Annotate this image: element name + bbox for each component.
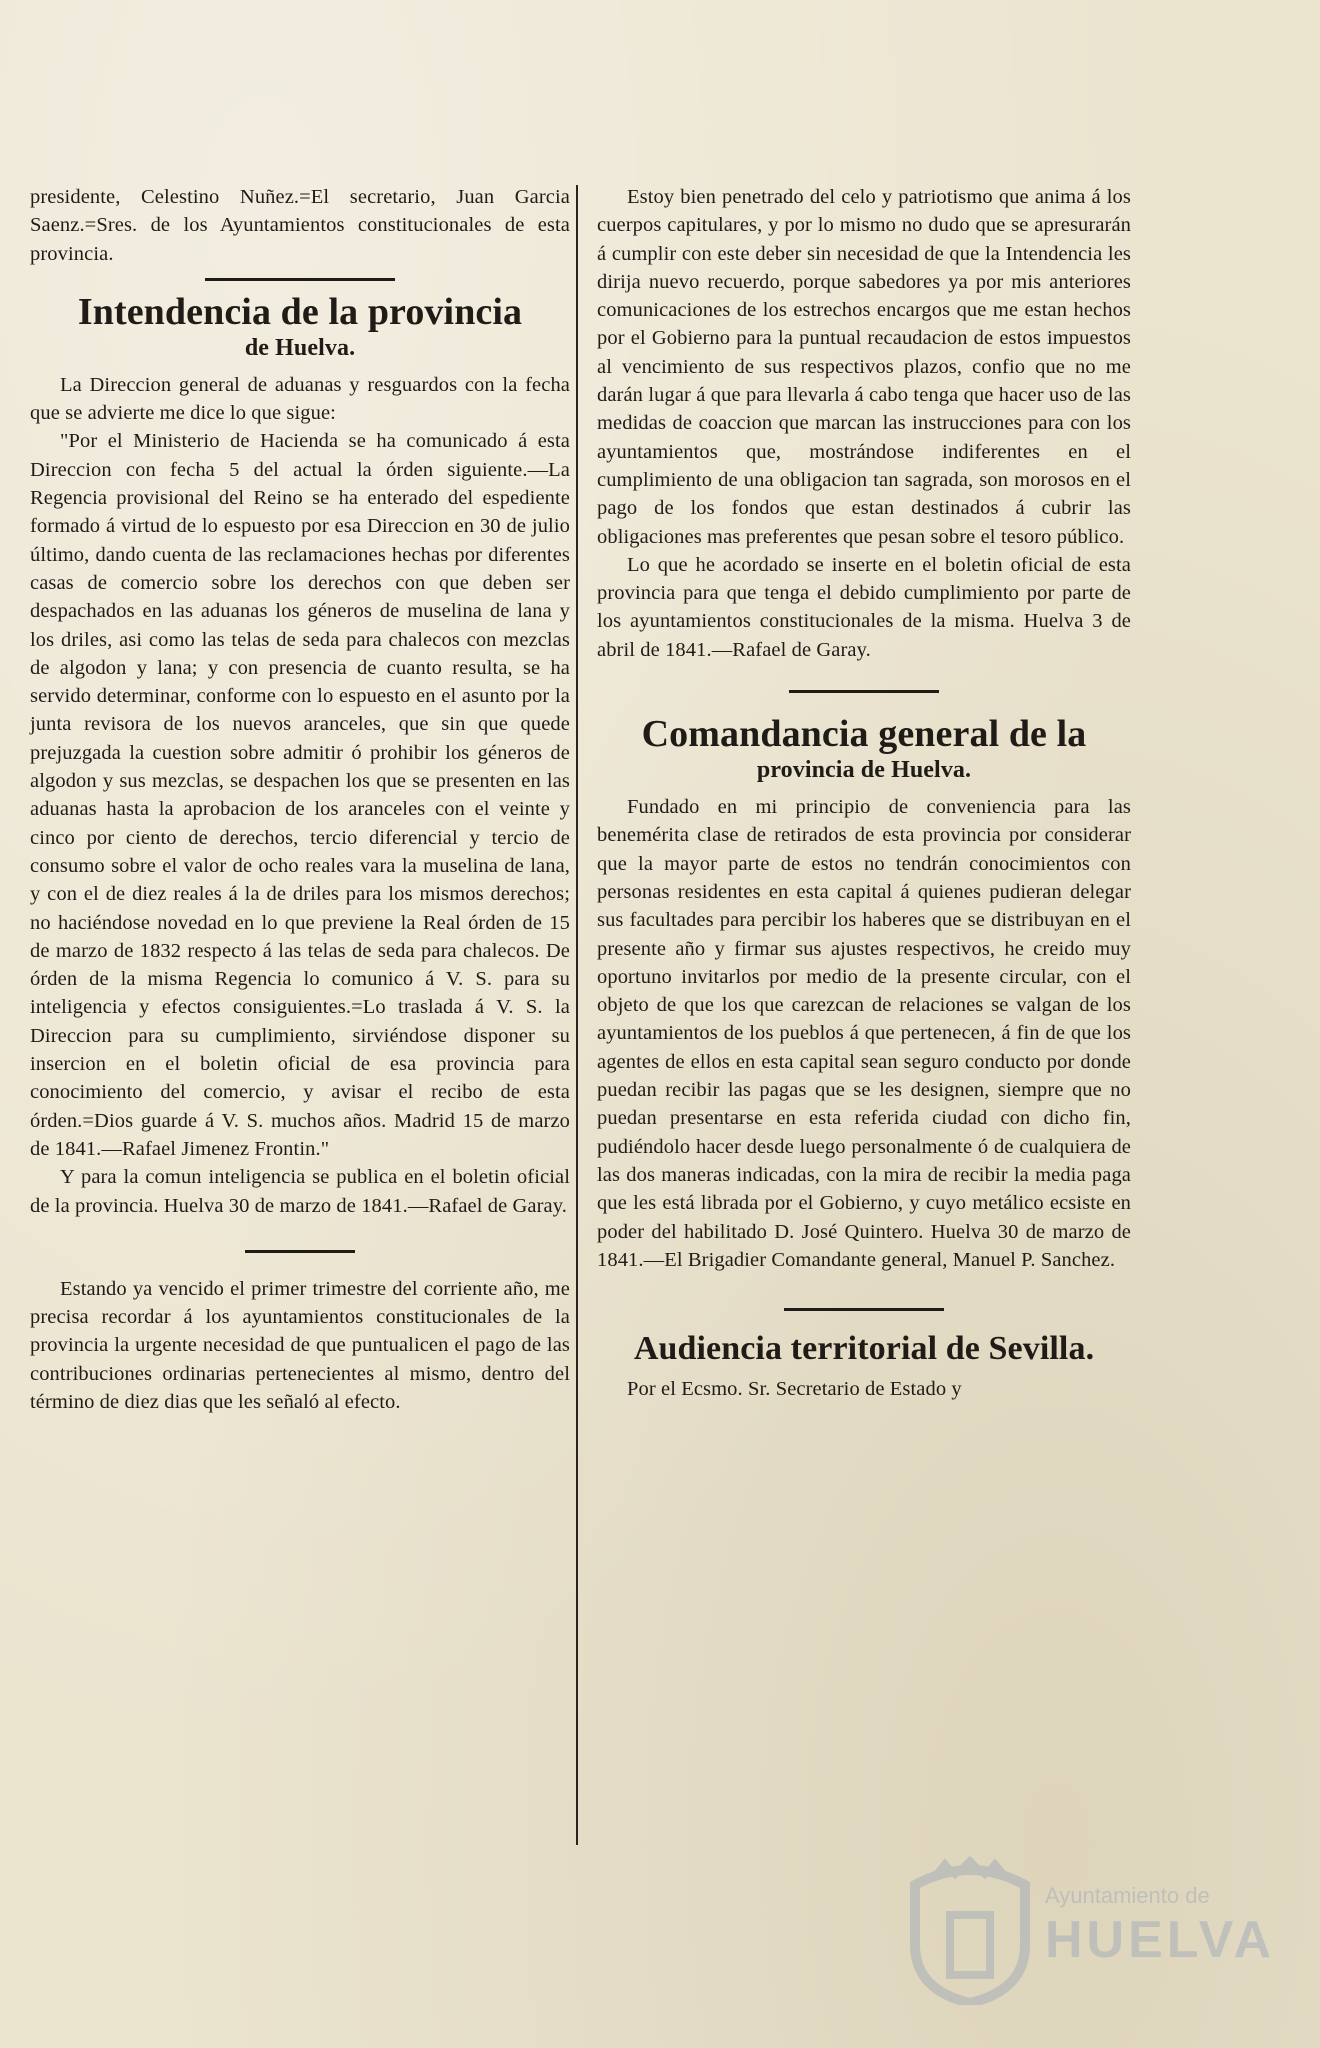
paragraph-quoted-order: "Por el Ministerio de Hacienda se ha comunicado á esta Direccion con fecha 5 del actual la órden siguiente.—La Regencia provisional del Reino se ha enterado del espediente formado á virtud de lo espuesto por esa Direccion en 30 de julio último, dando cuenta de las reclamaciones hechas por diferentes casas de comercio sobre los derechos con que deben ser despachados en las aduanas los géneros de muselina de lana y los driles, asi como las telas de seda para chalecos con mezclas de algodon y lana; y con presencia de cuanto resulta, se ha servido determinar, conforme con lo espuesto en el asunto por la junta revisora de los nuevos aranceles, que sin que quede prejuzgada la cuestion sobre admitir ó prohibir los géneros de algodon y sus mezclas, se despachen los que se presenten en las aduanas hasta la aprobacion de los aranceles con el veinte y cinco por ciento de derechos, tercio diferencial y tercio de consumo sobre el valor de ocho reales vara la muselina de lana, y con el de diez reales á la de driles para los mismos derechos; no haciéndose novedad en lo que previene la Real órden de 15 de marzo de 1832 respecto á las telas de seda para chalecos. De órden de la misma Regencia lo comunico á V. S. para su inteligencia y efectos consiguientes.=Lo traslada á V. S. la Direccion para su cumplimiento, sirviéndose disponer su insercion en el boletin oficial de esa provincia para conocimiento del comercio, y avisar el recibo de esta órden.=Dios guarde á V. S. muchos años. Madrid 15 de marzo de 1841.—Rafael Jimenez Frontin." — [30, 430, 570, 1160]
intro-paragraph: presidente, Celestino Nuñez.=El secretario, Juan Garcia Saenz.=Sres. de los Ayuntamientos constitucionales de esta provincia. — [30, 186, 570, 265]
section-heading-intendencia: Intendencia de la provincia — [77, 290, 523, 333]
paragraph: Por el Ecsmo. Sr. Secretario de Estado y — [627, 1378, 962, 1401]
right-column — [597, 183, 1131, 1403]
paragraph: Y para la comun inteligencia se publica en el boletin oficial de la provincia. Huelva 30 de marzo de 1841.—Rafael de Garay. — [30, 1166, 570, 1217]
section-rule — [205, 278, 395, 281]
paragraph: La Direccion general de aduanas y resguardos con la fecha que se advierte me dice lo que sigue: — [30, 373, 570, 425]
section-heading-comandancia: Comandancia general de la — [641, 713, 1087, 756]
section-subheading-huelva: de Huelva. — [244, 334, 356, 361]
section-rule — [789, 690, 939, 693]
section-rule — [245, 1250, 355, 1253]
paragraph: Estoy bien penetrado del celo y patriotismo que anima á los cuerpos capitulares, y por lo mismo no dudo que se apresurarán á cumplir con este deber sin necesidad de que la Intendencia les dirija nuevo recuerdo, porque sabedores ya por mis anteriores comunicaciones de los estrechos encargos que me estan hechos por el Gobierno para la puntual recaudacion de estos impuestos al vencimiento de sus respectivos plazos, confio que no me darán lugar á que para llevarla á cabo tenga que hacer uso de las medidas de coaccion que marcan las instrucciones para con los ayuntamientos que, mostrándose indiferentes en el cumplimiento de una obligacion tan sagrada, son morosos en el pago de los fondos que estan destinados á cubrir las obligaciones mas preferentes que pesan sobre el tesoro público. — [597, 186, 1131, 548]
paragraph: Estando ya vencido el primer trimestre del corriente año, me precisa recordar á los ayuntamientos constitucionales de la provincia la urgente necesidad de que puntualicen el pago de las contribuciones ordinarias pertenecientes al mismo, dentro del término de diez dias que les señaló al efecto. — [30, 1277, 570, 1413]
paragraph: Fundado en mi principio de conveniencia para las benemérita clase de retirados de esta provincia por considerar que la mayor parte de estos no tendrán conocimientos con personas residentes en esta capital á quienes pudieran delegar sus facultades para percibir los haberes que se distribuyan en el presente año y firmar sus ajustes respectivos, he creido muy oportuno invitarlos por medio de la presente circular, con el objeto de que los que carezcan de relaciones se valgan de los ayuntamientos de los pueblos á que pertenecen, á fin de que los agentes de ellos en esta capital sean seguro conducto por donde puedan recibir las pagas que se les designen, siempre que no puedan presentarse en esta referida ciudad con dicho fin, pudiéndolo hacer desde luego personalmente ó de cualquiera de las dos maneras indicadas, con la mira de recibir la media paga que les está librada por el Gobierno, y cuyo metálico ecsiste en poder del habilitado D. José Quintero. Huelva 30 de marzo de 1841.—El Brigadier Comandante general, Manuel P. Sanchez. — [597, 796, 1131, 1271]
section-rule — [784, 1308, 944, 1311]
section-heading-audiencia: Audiencia territorial de Sevilla. — [633, 1330, 1095, 1368]
watermark-small-text: Ayuntamiento de — [1045, 1883, 1210, 1908]
left-column — [30, 183, 570, 1416]
city-shield-icon — [905, 1855, 1035, 2005]
column-divider — [576, 185, 578, 1845]
watermark-logo — [905, 1855, 1295, 2015]
section-subheading-provincia: provincia de Huelva. — [756, 757, 972, 784]
watermark-big-text: HUELVA — [1045, 1911, 1276, 1969]
paragraph: Lo que he acordado se inserte en el boletin oficial de esta provincia para que tenga el debido cumplimiento por parte de los ayuntamientos constitucionales de la misma. Huelva 3 de abril de 1841.—Rafael de Garay. — [597, 553, 1131, 661]
